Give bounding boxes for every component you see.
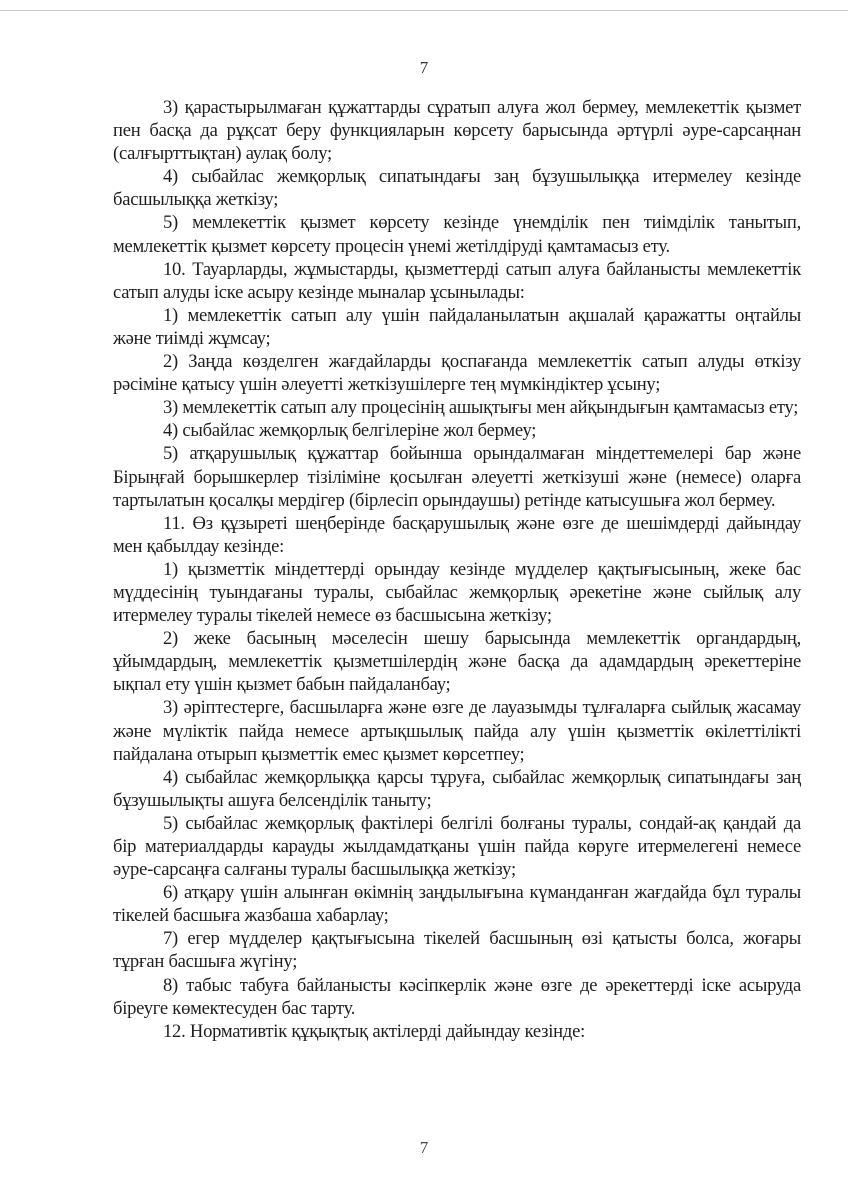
scan-top-edge-line: [0, 10, 848, 11]
page-number-bottom: 7: [419, 1138, 429, 1157]
paragraph-section-11-item-5: 5) сыбайлас жемқорлық фактілері белгілі болғаны туралы, сондай-ақ қандай да бір материалдарды карауды жылдамдатқаны үшін пайда көруге итермелегені немесе әуре-сарсаңға салғаны туралы басшылыққа жеткізу;: [113, 812, 801, 881]
paragraph-section-10-item-3: 3) мемлекеттік сатып алу процесінің ашықтығы мен айқындығын қамтамасыз ету;: [163, 397, 799, 419]
paragraph-section-11-item-7: 7) егер мүдделер қақтығысына тікелей басшының өзі қатысты болса, жоғары тұрған басшыға жүгіну;: [113, 928, 801, 973]
paragraph-section-11-item-3: 3) әріптестерге, басшыларға және өзге де лауазымды тұлғаларға сыйлық жасамау және мүліктік пайда немесе артықшылық пайда алу үшін қызметтік өкілеттілікті пайдалана отырып қызметтік емес қызмет көрсетпеу;: [113, 697, 801, 765]
paragraph-section-11-item-6: 6) атқару үшін алынған өкімнің заңдылығына күманданған жағдайда бұл туралы тікелей басшыға жазбаша хабарлау;: [113, 882, 801, 927]
paragraph-section-10-item-1: 1) мемлекеттік сатып алу үшін пайдаланылатын ақшалай қаражатты оңтайлы және тиімді жұмсау;: [113, 304, 801, 349]
paragraph-section-11: 11. Өз құзыреті шеңберінде басқарушылық және өзге де шешімдерді дайындау мен қабылдау кезінде:: [113, 512, 801, 557]
paragraph-item-3: 3) қарастырылмаған құжаттарды сұратып алуға жол бермеу, мемлекеттік қызмет пен басқа да рұқсат беру функцияларын көрсету барысында әртүрлі әуре-сарсаңнан (салғырттықтан) аулақ болу;: [113, 97, 801, 165]
paragraph-section-11-item-2: 2) жеке басының мәселесін шешу барысында мемлекеттік органдардың, ұйымдардың, мемлекеттік қызметшілердің және басқа да адамдардың әрекеттеріне ықпал ету үшін қызмет бабын пайдаланбау;: [113, 628, 801, 696]
paragraph-section-10-item-2: 2) Заңда көзделген жағдайларды қоспағанда мемлекеттік сатып алуды өткізу рәсіміне қатысу үшін әлеуетті жеткізушілерге тең мүмкіндіктер ұсыну;: [113, 351, 801, 396]
paragraph-section-10-item-5: 5) атқарушылық құжаттар бойынша орындалмаған міндеттемелері бар және Бірыңғай борышкерлер тізіліміне қосылған әлеуетті жеткізуші және (немесе) оларға тартылатын қосалқы мердігер (бірлесіп орындаушы) ретінде катысушыға жол бермеу.: [113, 443, 801, 511]
paragraph-section-10-item-4: 4) сыбайлас жемқорлық белгілеріне жол бермеу;: [163, 420, 537, 442]
paragraph-item-5: 5) мемлекеттік қызмет көрсету кезінде үнемділік пен тиімділік танытып, мемлекеттік қызмет көрсету процесін үнемі жетілдіруді қамтамасыз ету.: [113, 212, 801, 257]
paragraph-section-10: 10. Тауарларды, жұмыстарды, қызметтерді сатып алуға байланысты мемлекеттік сатып алуды іске асыру кезінде мыналар ұсынылады:: [113, 258, 801, 303]
document-body: [113, 96, 801, 1043]
paragraph-section-11-item-8: 8) табыс табуға байланысты кәсіпкерлік және өзге де әрекеттерді іске асыруда біреуге көмектесуден бас тарту.: [113, 974, 801, 1019]
page-number-top: 7: [419, 58, 429, 77]
paragraph-item-4: 4) сыбайлас жемқорлық сипатындағы заң бұзушылыққа итермелеу кезінде басшылыққа жеткізу;: [113, 166, 801, 211]
paragraph-section-11-item-1: 1) қызметтік міндеттерді орындау кезінде мүдделер қақтығысының, жеке бас мүддесінің туындағаны туралы, сыбайлас жемқорлық әрекетіне және сыйлық алу итермелеу туралы тікелей немесе өз басшысына жеткізу;: [113, 558, 801, 627]
paragraph-section-11-item-4: 4) сыбайлас жемқорлыққа қарсы тұруға, сыбайлас жемқорлық сипатындағы заң бұзушылықты ашуға белсенділік таныту;: [113, 766, 801, 811]
paragraph-section-12: 12. Нормативтік құқықтық актілерді дайындау кезінде:: [163, 1020, 586, 1042]
